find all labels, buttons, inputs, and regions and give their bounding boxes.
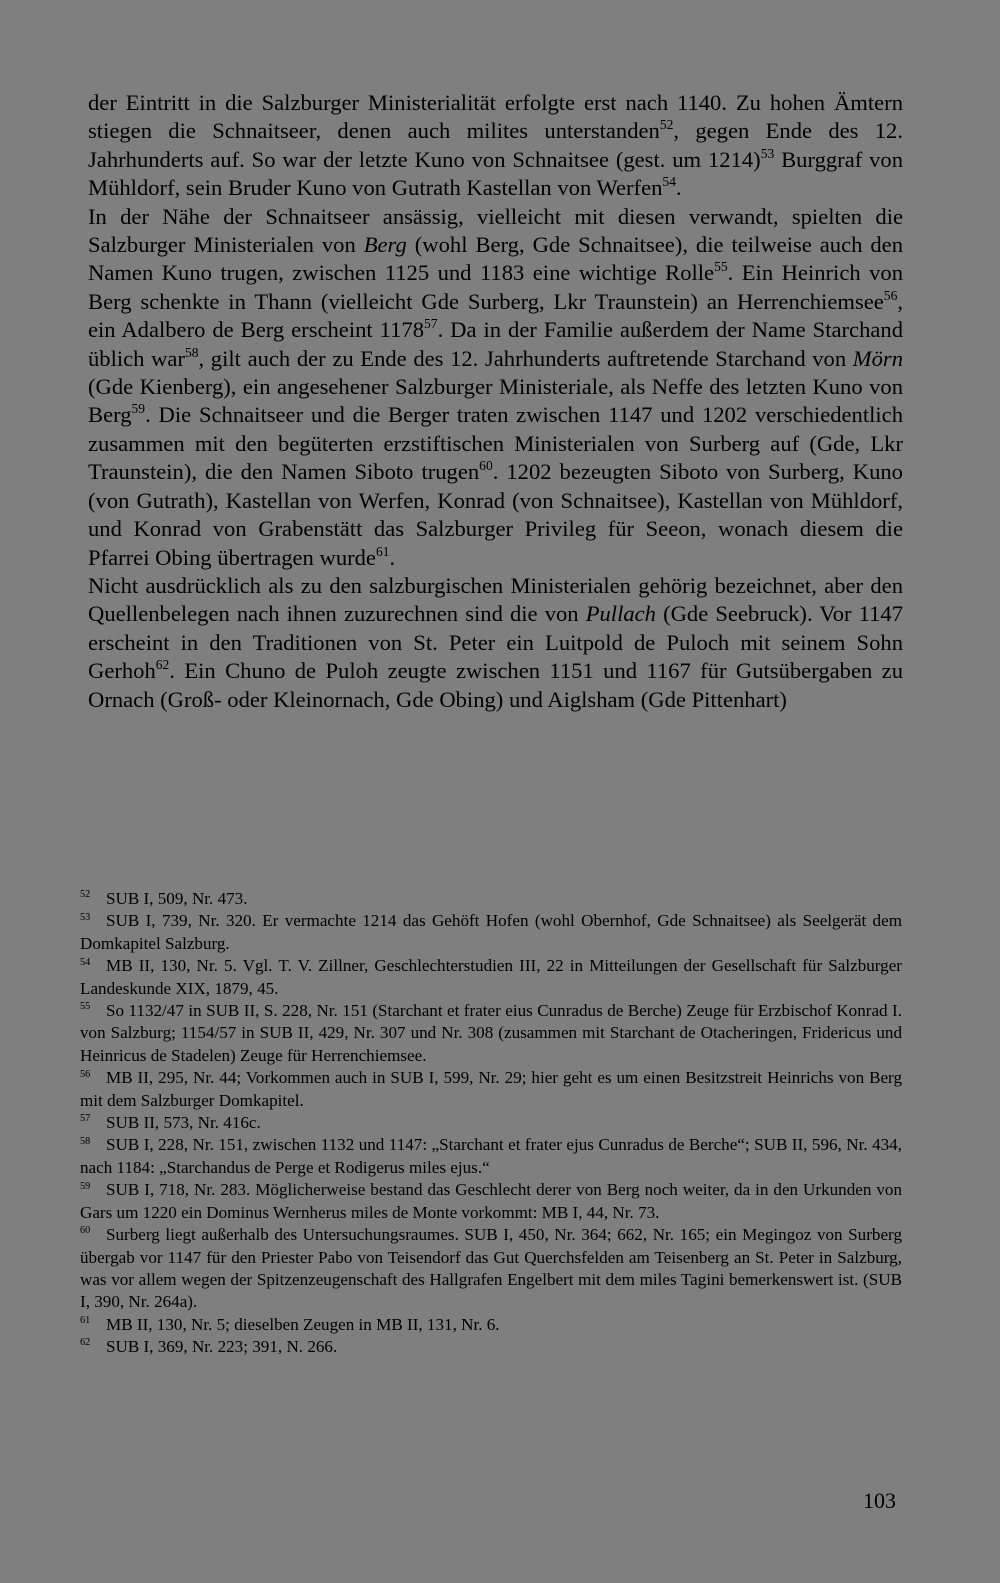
footnote-text: MB II, 295, Nr. 44; Vorkommen auch in SUB I, 599, Nr. 29; hier geht es um einen Besitzstreit Heinrichs von Berg mit dem Salzburger Domkapitel. <box>80 1068 902 1110</box>
footnote-text: Surberg liegt außerhalb des Untersuchungsraumes. SUB I, 450, Nr. 364; 662, Nr. 165; ein Megingoz von Surberg übergab vor 1147 für den Priester Pabo von Teisendorf das Gut Querchsfelden am Teisenberg an St. Peter in Salzburg, was vor allem wegen der Spitzenzeugenschaft des Hallgrafen Engelbert mit dem miles Tagini bemerkenswert ist. (SUB I, 390, Nr. 264a). <box>80 1225 902 1312</box>
text-run: . <box>389 544 396 570</box>
footnote: $^{52}$ SUB I, 509, Nr. 473. <box>80 889 248 908</box>
text-run: , ein Adalbero de Berg erscheint 1178 <box>88 288 903 343</box>
footnote: $^{61}$ MB II, 130, Nr. 5; dieselben Zeugen in MB II, 131, Nr. 6. <box>80 1314 500 1334</box>
footnote: $^{58}$ SUB I, 228, Nr. 151, zwischen 1132 und 1147: „Starchant et frater ejus Cunradus de Berche“; SUB II, 596, Nr. 434, nach 1184: „Starchandus de Perge et Rodigerus miles ejus.“ <box>80 1135 902 1177</box>
footnote-reference: 53 <box>760 146 775 161</box>
footnote-text: So 1132/47 in SUB II, S. 228, Nr. 151 (Starchant et frater eius Cunradus de Berche) Zeuge für Erzbischof Konrad I. von Salzburg; 1154/57 in SUB II, 429, Nr. 307 und Nr. 308 (zusammen mit Starchant de Otacheringen, Fridericus und Heinricus de Stadelen) Zeuge für Herrenchiemsee. <box>80 1001 902 1065</box>
text-run: . Die Schnaitseer und die Berger traten zwischen 1147 und 1202 verschiedentlich zusammen mit den begüterten erzstiftischen Ministerialen von Surberg auf (Gde, Lkr Traunstein), die den Namen Siboto trugen <box>88 402 903 485</box>
place-name-italic: Berg <box>363 232 407 258</box>
footnote: $^{60}$ Surberg liegt außerhalb des Untersuchungsraumes. SUB I, 450, Nr. 364; 662, Nr. 165; ein Megingoz von Surberg übergab vor 1147 für den Priester Pabo von Teisendorf das Gut Querchsfelden am Teisenberg an St. Peter in Salzburg, was vor allem wegen der Spitzenzeugenschaft des Hallgrafen Engelbert mit dem miles Tagini bemerkenswert ist. (SUB I, 390, Nr. 264a). <box>80 1225 902 1312</box>
footnote: $^{53}$ SUB I, 739, Nr. 320. Er vermachte 1214 das Gehöft Hofen (wohl Obernhof, Gde Schnaitsee) als Seelgerät dem Domkapitel Salzburg. <box>80 911 902 953</box>
text-run: Burggraf von Mühldorf, sein Bruder Kuno von Gutrath Kastellan von Werfen <box>88 146 903 201</box>
footnote-reference: 55 <box>714 259 728 275</box>
body-paragraph <box>88 89 903 203</box>
footnote-reference: 58 <box>184 344 199 360</box>
text-run: (Gde Kienberg), ein angesehener Salzburger Ministeriale, als Neffe des letzten Kuno von Berg <box>88 374 903 428</box>
footnote-reference: 56 <box>883 288 898 304</box>
footnote: $^{57}$ SUB II, 573, Nr. 416c. <box>80 1113 261 1133</box>
footnote-text: SUB I, 369, Nr. 223; 391, N. 266. <box>106 1337 338 1357</box>
footnote-text: SUB I, 718, Nr. 283. Möglicherweise bestand das Geschlecht derer von Berg noch weiter, da in den Urkunden von Gars um 1220 ein Dominus Wernherus miles de Monte vorkommt: MB I, 44, Nr. 73. <box>80 1180 902 1222</box>
text-run: (wohl Berg, Gde Schnaitsee), die teilweise auch den Namen Kuno trugen, zwischen 1125 und 1183 eine wichtige Rolle <box>88 232 904 286</box>
text-run: . 1202 bezeugten Siboto von Surberg, Kuno (von Gutrath), Kastellan von Werfen, Konrad (von Schnaitsee), Kastellan von Mühldorf, und Konrad von Grabenstätt das Salzburger Privileg für Seeon, wonach diesem die Pfarrei Obing übertragen wurde <box>88 459 903 570</box>
text-run: (Gde Seebruck). Vor 1147 erscheint in den Traditionen von St. Peter ein Luitpold de Puloch mit seinem Sohn Gerhoh <box>88 601 903 684</box>
text-run: . Ein Chuno de Puloh zeugte zwischen 1151 und 1167 für Gutsübergaben zu Ornach (Groß- oder Kleinornach, Gde Obing) und Aiglsham (Gde Pittenhart) <box>88 658 903 712</box>
footnote-reference: 61 <box>375 543 390 559</box>
footnote-text: SUB I, 509, Nr. 473. <box>106 889 248 908</box>
body-paragraph <box>88 203 903 572</box>
body-paragraph <box>88 572 903 714</box>
footnote-text: MB II, 130, Nr. 5; dieselben Zeugen in MB II, 131, Nr. 6. <box>106 1314 500 1334</box>
text-run: . Ein Heinrich von Berg schenkte in Thann (vielleicht Gde Surberg, Lkr Traunstein) an Herrenchiemsee <box>88 260 904 314</box>
footnote-reference: 52 <box>659 117 674 133</box>
footnote-reference: 60 <box>479 458 493 474</box>
footnote-text: MB II, 130, Nr. 5. Vgl. T. V. Zillner, Geschlechterstudien III, 22 in Mitteilungen der Gesellschaft für Salzburger Landeskunde XIX, 1879, 45. <box>80 956 902 998</box>
footnote: $^{56}$ MB II, 295, Nr. 44; Vorkommen auch in SUB I, 599, Nr. 29; hier geht es um einen Besitzstreit Heinrichs von Berg mit dem Salzburger Domkapitel. <box>80 1068 902 1110</box>
footnote-reference: 54 <box>662 174 676 190</box>
footnote-text: SUB II, 573, Nr. 416c. <box>106 1113 261 1133</box>
footnote-text: SUB I, 228, Nr. 151, zwischen 1132 und 1147: „Starchant et frater ejus Cunradus de Berche“; SUB II, 596, Nr. 434, nach 1184: „Starchandus de Perge et Rodigerus miles ejus.“ <box>80 1135 902 1177</box>
page-number: 103 <box>863 1488 896 1513</box>
text-run: In der Nähe der Schnaitseer ansässig, vielleicht mit diesen verwandt, spielten die Salzburger Ministerialen von <box>88 203 903 258</box>
footnotes <box>80 888 902 1359</box>
footnote-text: SUB I, 739, Nr. 320. Er vermachte 1214 das Gehöft Hofen (wohl Obernhof, Gde Schnaitsee) als Seelgerät dem Domkapitel Salzburg. <box>80 911 902 953</box>
place-name-italic: Pullach <box>585 601 656 627</box>
footnote-reference: 59 <box>131 401 146 417</box>
place-name-italic: Mörn <box>852 345 903 371</box>
footnote: $^{55}$ So 1132/47 in SUB II, S. 228, Nr. 151 (Starchant et frater eius Cunradus de Berche) Zeuge für Erzbischof Konrad I. von Salzburg; 1154/57 in SUB II, 429, Nr. 307 und Nr. 308 (zusammen mit Starchant de Otacheringen, Fridericus und Heinricus de Stadelen) Zeuge für Herrenchiemsee. <box>80 1001 902 1065</box>
text-run: Nicht ausdrücklich als zu den salzburgischen Ministerialen gehörig bezeichnet, aber den Quellenbelegen nach ihnen zuzurechnen sind die von <box>88 572 903 627</box>
footnote: $^{62}$ SUB I, 369, Nr. 223; 391, N. 266. <box>80 1337 338 1357</box>
text-run: . Da in der Familie außerdem der Name Starchand üblich war <box>88 317 903 371</box>
text-run: , gilt auch der zu Ende des 12. Jahrhunderts auftretende Starchand von <box>198 345 853 371</box>
footnote-reference: 62 <box>155 657 170 673</box>
text-run: , gegen Ende des 12. Jahrhunderts auf. So war der letzte Kuno von Schnaitsee (gest. um 1214) <box>88 118 903 172</box>
footnote: $^{59}$ SUB I, 718, Nr. 283. Möglicherweise bestand das Geschlecht derer von Berg noch weiter, da in den Urkunden von Gars um 1220 ein Dominus Wernherus miles de Monte vorkommt: MB I, 44, Nr. 73. <box>80 1180 902 1222</box>
footnote: $^{54}$ MB II, 130, Nr. 5. Vgl. T. V. Zillner, Geschlechterstudien III, 22 in Mitteilungen der Gesellschaft für Salzburger Landeskunde XIX, 1879, 45. <box>80 956 902 998</box>
footnote-reference: 57 <box>424 316 438 332</box>
text-run: . <box>675 175 682 201</box>
main-text <box>88 89 903 714</box>
text-run: der Eintritt in die Salzburger Ministerialität erfolgte erst nach 1140. Zu hohen Ämtern stiegen die Schnaitseer, denen auch milites unterstanden <box>88 90 903 144</box>
